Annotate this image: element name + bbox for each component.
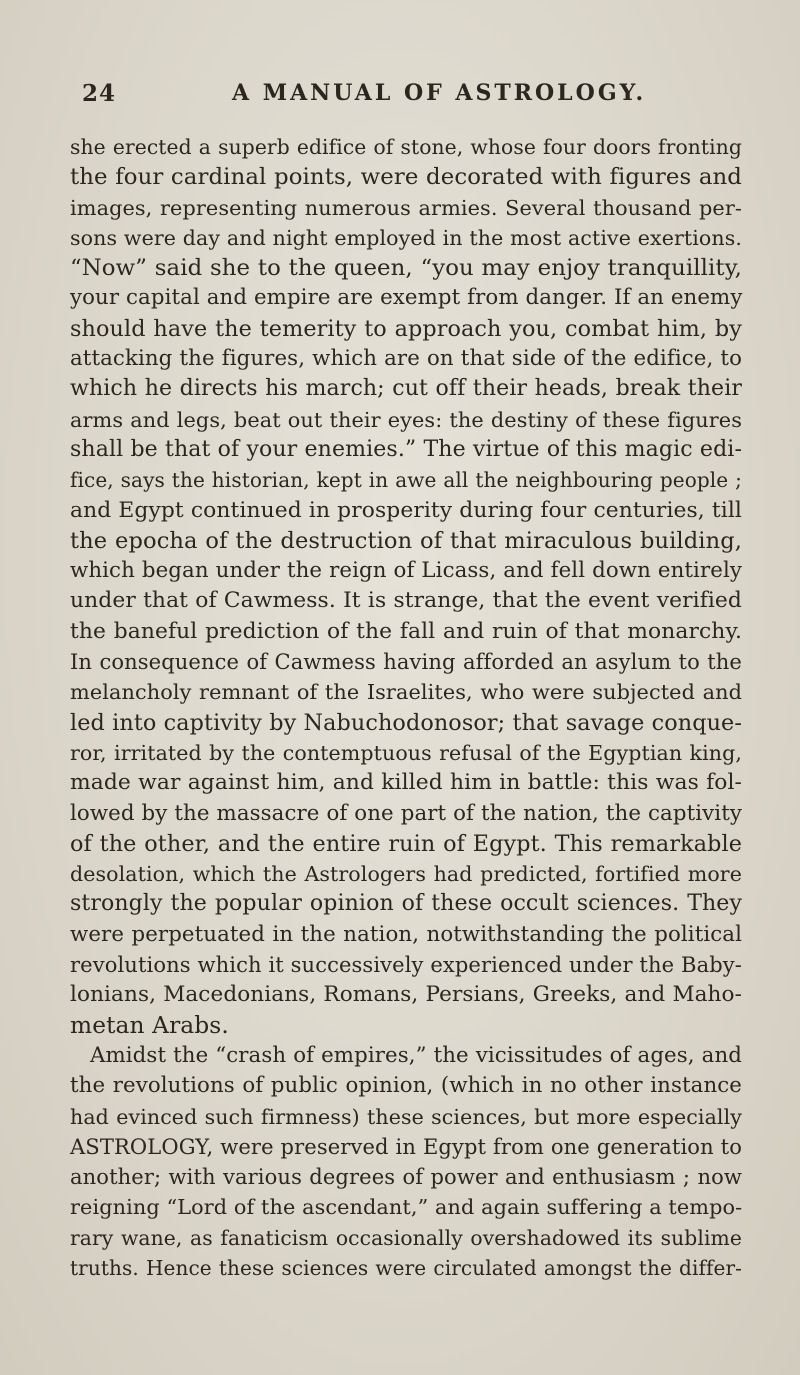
- text-line: rary wane, as fanaticism occasionally overshadowed its sublime: [70, 1225, 742, 1250]
- text-line: desolation, which the Astrologers had predicted, fortified more: [70, 862, 742, 887]
- text-line: made war against him, and killed him in battle: this was fol-: [70, 770, 742, 796]
- page-number: 24: [82, 80, 117, 107]
- text-line: lonians, Macedonians, Romans, Persians, Greeks, and Maho-: [70, 982, 742, 1008]
- text-line: led into captivity by Nabuchodonosor; that savage conque-: [70, 709, 742, 736]
- text-line: melancholy remnant of the Israelites, who were subjected and: [70, 680, 742, 705]
- text-line: arms and legs, beat out their eyes: the destiny of these figures: [70, 407, 742, 432]
- text-line: the four cardinal points, were decorated with figures and: [70, 164, 742, 191]
- text-line: which he directs his march; cut off their heads, break their: [70, 376, 742, 402]
- text-line: should have the temerity to approach you, combat him, by: [70, 315, 742, 342]
- text-line: images, representing numerous armies. Several thousand per-: [70, 195, 742, 220]
- text-line: fice, says the historian, kept in awe all the neighbouring people ;: [70, 468, 742, 493]
- text-line: sons were day and night employed in the most active exertions.: [70, 225, 742, 250]
- text-line: under that of Cawmess. It is strange, that the event verified: [70, 588, 742, 614]
- text-line: your capital and empire are exempt from danger. If an enemy: [70, 285, 743, 311]
- text-line: and Egypt continued in prosperity during four centuries, till: [70, 497, 742, 523]
- text-line: the epocha of the destruction of that miraculous building,: [70, 527, 742, 554]
- text-line: “Now” said she to the queen, “you may enjoy tranquillity,: [70, 255, 742, 282]
- text-line: reigning “Lord of the ascendant,” and again suffering a tempo-: [70, 1195, 743, 1220]
- text-line: In consequence of Cawmess having afforded an asylum to the: [70, 649, 742, 675]
- text-line: ASTROLOGY, were preserved in Egypt from one generation to: [70, 1133, 742, 1159]
- text-line: which began under the reign of Licass, and fell down entirely: [70, 558, 742, 584]
- text-line: ror, irritated by the contemptuous refusal of the Egyptian king,: [70, 740, 742, 765]
- text-line: the baneful prediction of the fall and ruin of that monarchy.: [70, 618, 742, 644]
- body-text: [70, 132, 742, 1283]
- text-line: she erected a superb edifice of stone, whose four doors fronting: [70, 135, 742, 159]
- paragraph-end-line: metan Arabs.: [70, 1011, 229, 1039]
- text-line: another; with various degrees of power and enthusiasm ; now: [70, 1164, 742, 1190]
- running-head: [82, 80, 722, 120]
- book-title: A MANUAL OF ASTROLOGY.: [232, 80, 647, 106]
- paragraph-start-line: Amidst the “crash of empires,” the vicissitudes of ages, and: [90, 1042, 742, 1068]
- text-line: were perpetuated in the nation, notwithstanding the political: [70, 921, 742, 947]
- text-line: lowed by the massacre of one part of the nation, the captivity: [70, 800, 742, 826]
- text-line: of the other, and the entire ruin of Egypt. This remarkable: [70, 830, 742, 857]
- text-line: strongly the popular opinion of these occult sciences. They: [70, 891, 742, 917]
- text-line: had evinced such firmness) these sciences, but more especially: [70, 1104, 742, 1129]
- text-line: the revolutions of public opinion, (which in no other instance: [70, 1073, 742, 1099]
- text-line: attacking the figures, which are on that side of the edifice, to: [70, 346, 742, 372]
- text-line: truths. Hence these sciences were circulated amongst the differ-: [70, 1255, 742, 1280]
- text-line: shall be that of your enemies.” The virtue of this magic edi-: [70, 436, 742, 462]
- text-line: revolutions which it successively experienced under the Baby-: [70, 952, 742, 978]
